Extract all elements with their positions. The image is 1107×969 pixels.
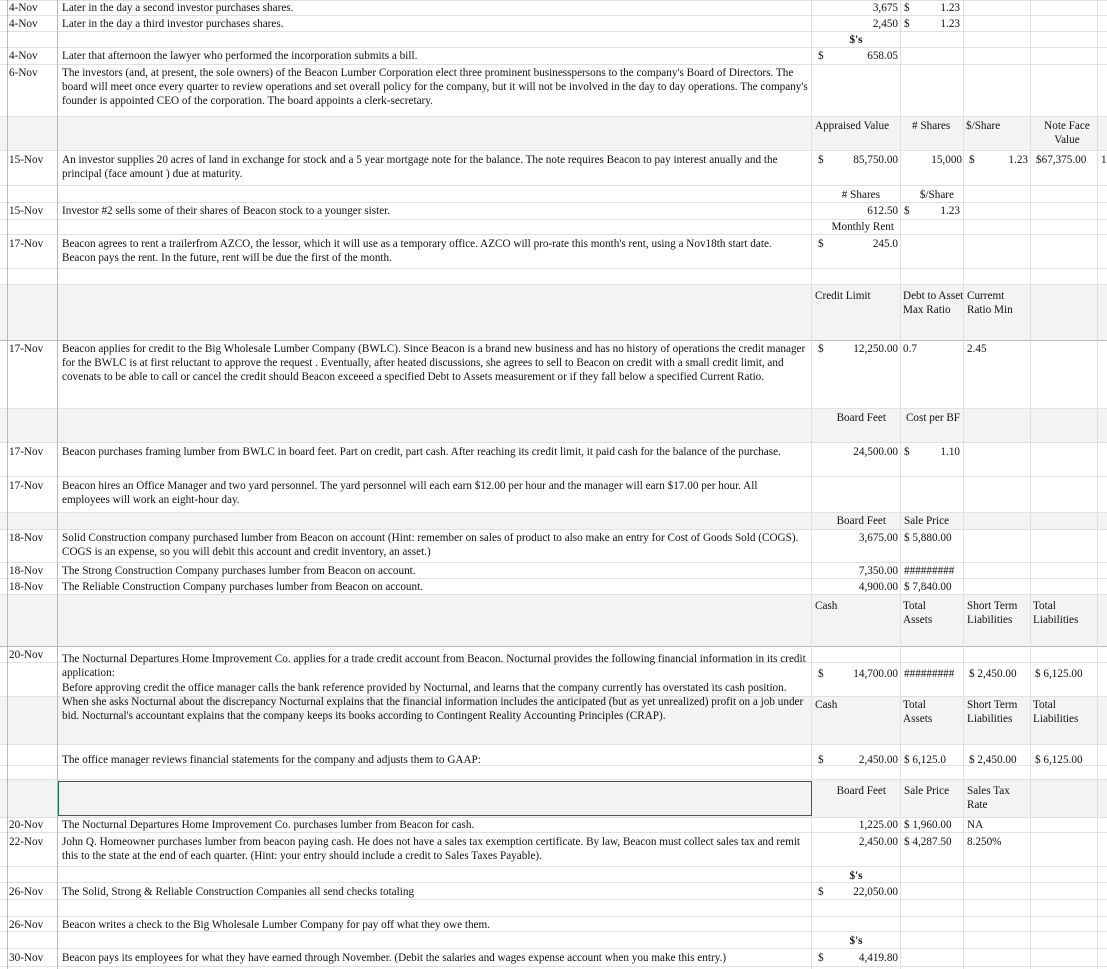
date-cell: 18-Nov [9, 565, 44, 577]
column-header: Sales Tax Rate [967, 785, 1010, 812]
sales-tax-value: NA [967, 819, 984, 831]
price-value: 1.23 [940, 2, 960, 14]
board-feet-value: 3,675.00 [858, 532, 898, 544]
sales-tax-value: 8.250% [967, 836, 1002, 848]
date-cell: 20-Nov [9, 819, 44, 831]
column-header: Total Assets [903, 699, 933, 726]
description-cell: The Reliable Construction Company purchases lumber from Beacon on account. [62, 581, 424, 593]
column-header: Board Feet [836, 412, 886, 424]
date-cell: 6-Nov [9, 67, 38, 79]
date-cell: 22-Nov [9, 836, 44, 848]
column-header: Note Face Value [1044, 120, 1090, 147]
column-header: Cash [815, 699, 838, 711]
date-cell: 18-Nov [9, 532, 44, 544]
description-cell: The office manager reviews financial statements for the company and adjusts them to GAAP: [62, 754, 481, 766]
dollar-sign: $ [818, 343, 824, 355]
description-cell: The Strong Construction Company purchases lumber from Beacon on account. [62, 565, 416, 577]
column-header: Sale Price [904, 515, 950, 527]
dollar-sign: $ [818, 754, 824, 766]
description-cell: Beacon agrees to rent a trailerfrom AZCO, the lessor, which it will use as a temporary office. AZCO will pro-rate this month's rent, using a Nov18th start date. Beacon pays the rent. In the future, rent will be due the first of the month. [62, 238, 772, 265]
column-header: Sale Price [904, 785, 950, 797]
dollar-sign: $ [818, 952, 824, 964]
description-cell: Beacon hires an Office Manager and two yard personnel. The yard personnel will each earn $12.00 per hour and the manager will earn $17.00 per hour. All employees will work an eight-hour day. [62, 480, 758, 507]
board-feet-value: 2,450.00 [858, 836, 898, 848]
description-cell: Beacon applies for credit to the Big Wholesale Lumber Company (BWLC). Since Beacon is a brand new business and has no history of operations the credit manager for the BWLC is at first reluctant to approve the request . Eventually, after heated discussions, she agrees to sell to Beacon on credit with a small credit limit, and covenats to be able to call or cancel the credit should Beacon exceeed a specified Debt to Assets measurement or if they fall below a specified Current Ratio. [62, 343, 806, 384]
column-header: Appraised Value [815, 120, 890, 132]
dollar-sign: $ [818, 154, 824, 166]
date-cell: 4-Nov [9, 18, 38, 30]
column-header: Board Feet [836, 515, 886, 527]
total-assets-value: $ 6,125.0 [904, 754, 946, 766]
description-cell: The Nocturnal Departures Home Improvement Co. purchases lumber from Beacon for cash. [62, 819, 475, 831]
column-header: Curremt Ratio Min [967, 290, 1013, 317]
description-cell: Later in the day a third investor purchases shares. [62, 18, 284, 30]
selected-cell[interactable] [58, 781, 812, 816]
date-cell: 4-Nov [9, 2, 38, 14]
dollar-sign: $ [818, 668, 824, 680]
description-cell: Investor #2 sells some of their shares of Beacon stock to a younger sister. [62, 205, 391, 217]
board-feet-value: 7,350.00 [858, 565, 898, 577]
column-header: $'s [849, 870, 863, 882]
date-cell: 17-Nov [9, 343, 44, 355]
board-feet-value: 1,225.00 [858, 819, 898, 831]
credit-limit-value: 12,250.00 [853, 343, 898, 355]
sale-price-value: $ 7,840.00 [904, 581, 952, 593]
shares-value: 15,000 [931, 154, 962, 166]
date-cell: 26-Nov [9, 919, 44, 931]
description-cell: An investor supplies 20 acres of land in exchange for stock and a 5 year mortgage note for the balance. The note requires Beacon to pay interest anually and the principal (face amount ) due at maturity. [62, 154, 778, 181]
price-value: 1.23 [940, 205, 960, 217]
column-header: Debt to Asset Max Ratio [903, 290, 964, 317]
rent-value: 245.0 [872, 238, 898, 250]
column-header: $'s [849, 34, 863, 46]
date-cell: 15-Nov [9, 205, 44, 217]
date-cell: 26-Nov [9, 886, 44, 898]
note-face-value-overflow: 1 [1101, 154, 1107, 166]
column-header: Board Feet [836, 785, 886, 797]
total-liabilities-value: $ 6,125.00 [1035, 754, 1083, 766]
column-header: Total Liabilities [1033, 600, 1079, 627]
date-cell: 30-Nov [9, 952, 44, 964]
column-header: $/Share [919, 189, 954, 201]
column-header: Short Term Liabilities [967, 699, 1018, 726]
price-value: 1.23 [1008, 154, 1028, 166]
cash-value: 2,450.00 [858, 754, 898, 766]
column-header: Cost per BF [905, 412, 961, 424]
description-cell: Beacon writes a check to the Big Wholesale Lumber Company for pay off what they owe them. [62, 919, 491, 931]
shares-value: 2,450 [872, 18, 898, 30]
dollar-sign: $ [904, 2, 910, 14]
amount-value: 22,050.00 [853, 886, 898, 898]
dollar-sign: $ [818, 50, 824, 62]
description-cell: Solid Construction company purchased lumber from Beacon on account (Hint: remember on sales of product to also make an entry for Cost of Goods Sold (COGS). COGS is an expense, so you will debit this account and credit inventory, an asset.) [62, 532, 799, 559]
column-header: Credit Limit [815, 290, 871, 302]
column-header: Short Term Liabilities [967, 600, 1018, 627]
st-liabilities-value: $ 2,450.00 [969, 668, 1017, 680]
column-header: $/Share [966, 120, 1001, 132]
description-cell: Before approving credit the office manager calls the bank reference provided by Nocturnal, and learns that the company currently has overstated its cash position. When she asks Nocturnal about the discrepancy Nocturnal explains that the financial information includes the anticipated (but as yet unrealized) profit on a job under bid. Nocturnal's accountant explains that the company keeps its books according to Contingent Reality Accounting Principles (CRAP). [62, 682, 804, 723]
appraised-value: 85,750.00 [853, 154, 898, 166]
description-cell: Beacon pays its employees for what they have earned through November. (Debit the salaries and wages expense account when you make this entry.) [62, 952, 727, 964]
description-cell: The Nocturnal Departures Home Improvement Co. applies for a trade credit account from Beacon. Nocturnal provides the following financial information in its credit application: [62, 653, 806, 680]
column-header: # Shares [841, 189, 880, 201]
debt-ratio-value: 0.7 [903, 343, 917, 355]
price-value: 1.23 [940, 18, 960, 30]
description-cell: The investors (and, at present, the sole owners) of the Beacon Lumber Corporation elect three prominent businesspersons to the company's Board of Directors. The board will meet once every quarter to review operations and set overall policy for the company, but it will not be involved in the day to day operations. The company's founder is appointed CEO of the corporation. The board appoints a clerk-secretary. [62, 67, 808, 108]
description-cell: Later that afternoon the lawyer who performed the incorporation submits a bill. [62, 50, 418, 62]
total-assets-value: ######### [904, 668, 955, 680]
dollar-sign: $ [904, 446, 910, 458]
board-feet-value: 4,900.00 [858, 581, 898, 593]
date-cell: 17-Nov [9, 480, 44, 492]
date-cell: 20-Nov [9, 649, 44, 661]
current-ratio-value: 2.45 [967, 343, 987, 355]
amount-value: 658.05 [867, 50, 898, 62]
dollar-sign: $ [904, 205, 910, 217]
column-header: # Shares [912, 120, 951, 132]
description-cell: Later in the day a second investor purchases shares. [62, 2, 294, 14]
sale-price-value: $ 5,880.00 [904, 532, 952, 544]
date-cell: 17-Nov [9, 238, 44, 250]
sale-price-value: ######### [904, 565, 955, 577]
column-header: Cash [815, 600, 838, 612]
dollar-sign: $ [818, 238, 824, 250]
date-cell: 17-Nov [9, 446, 44, 458]
shares-value: 3,675 [872, 2, 898, 14]
amount-value: 4,419.80 [858, 952, 898, 964]
column-header: Total Assets [903, 600, 933, 627]
date-cell: 15-Nov [9, 154, 44, 166]
sale-price-value: $ 1,960.00 [904, 819, 952, 831]
dollar-sign: $ [818, 886, 824, 898]
board-feet-value: 24,500.00 [853, 446, 898, 458]
sale-price-value: $ 4,287.50 [904, 836, 952, 848]
column-header: Total Liabilities [1033, 699, 1079, 726]
total-liabilities-value: $ 6,125.00 [1035, 668, 1083, 680]
date-cell: 4-Nov [9, 50, 38, 62]
description-cell: The Solid, Strong & Reliable Construction Companies all send checks totaling [62, 886, 415, 898]
cost-value: 1.10 [940, 446, 960, 458]
description-cell: John Q. Homeowner purchases lumber from beacon paying cash. He does not have a sales tax exemption certificate. By law, Beacon must collect sales tax and remit this to the state at the end of each quarter. (Hint: your entry should include a credit to Sales Taxes Payable). [62, 836, 801, 863]
dollar-sign: $ [969, 154, 975, 166]
cash-value: 14,700.00 [853, 668, 898, 680]
column-header: Monthly Rent [831, 221, 894, 233]
note-face-value: $67,375.00 [1036, 154, 1087, 166]
shares-value: 612.50 [867, 205, 898, 217]
date-cell: 18-Nov [9, 581, 44, 593]
description-cell: Beacon purchases framing lumber from BWLC in board feet. Part on credit, part cash. After reaching its credit limit, it paid cash for the balance of the purchase. [62, 446, 781, 458]
column-header: $'s [849, 935, 863, 947]
st-liabilities-value: $ 2,450.00 [969, 754, 1017, 766]
dollar-sign: $ [904, 18, 910, 30]
